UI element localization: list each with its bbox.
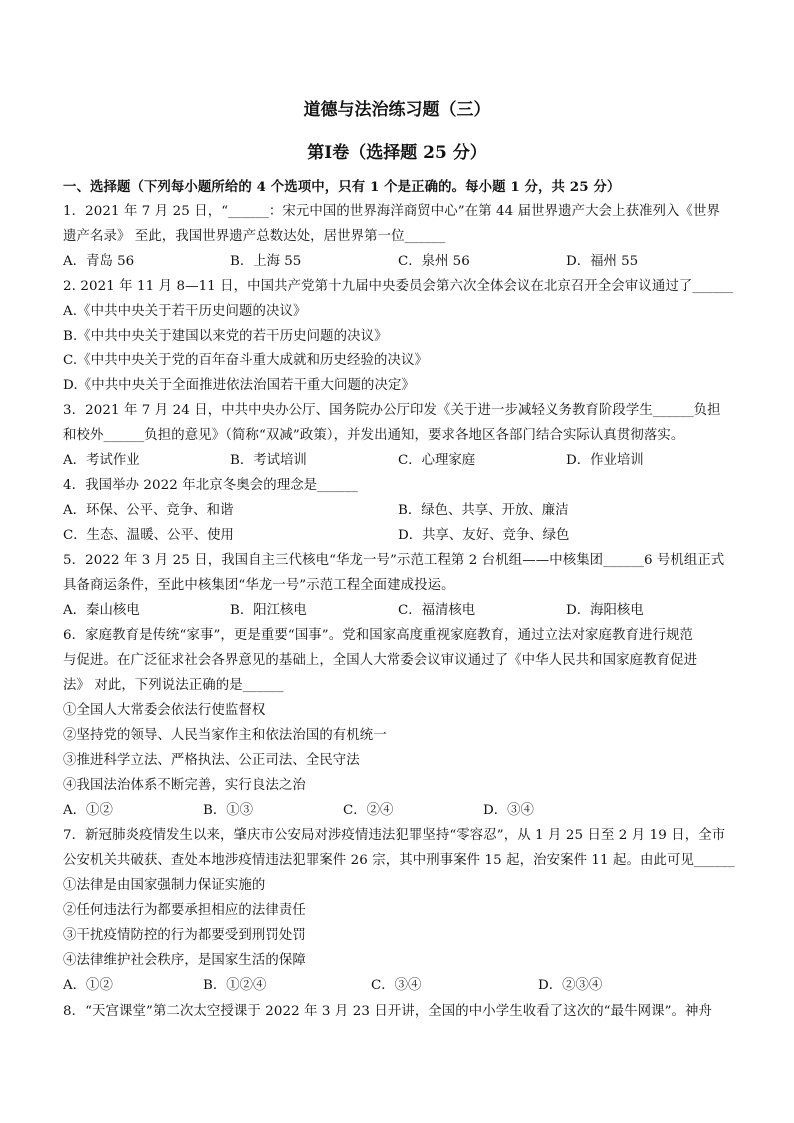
q6-statement-4: ④我国法治体系不断完善，实行良法之治 [63, 778, 306, 793]
question-5-line-1: 5．2022 年 3 月 25 日，我国自主三代核电“华龙一号”示范工程第 2 台机组——中核集团______6 号机组正式 [63, 553, 725, 568]
q3-option-b: B．考试培训 [230, 453, 307, 468]
question-2-line-1: 2. 2021 年 11 月 8—11 日，中国共产党第十九届中央委员会第六次全体会议在北京召开全会审议通过了______ [63, 279, 734, 294]
q5-option-b: B．阳江核电 [230, 603, 307, 618]
question-1-line-2: 遗产名录》 至此，我国世界遗产总数达处，居世界第一位______ [63, 229, 446, 244]
section-heading: 一、选择题（下列每小题所给的 4 个选项中，只有 1 个是正确的。每小题 1 分，共 25 分） [63, 179, 621, 195]
q3-option-c: C．心理家庭 [398, 453, 476, 468]
q4-option-b: B．绿色、共享、开放、廉洁 [398, 503, 569, 518]
q1-option-d: D．福州 55 [566, 254, 639, 269]
q2-option-d: D.《中共中央关于全面推进依法治国若干重大问题的决定》 [63, 378, 415, 393]
question-6-line-2: 与促进。在广泛征求社会各界意见的基础上，全国人大常委会议审议通过了《中华人民共和国家庭教育促进 [63, 653, 698, 668]
q6-option-b: B．①③ [203, 803, 254, 818]
question-5-line-2: 具备商运条件，至此中核集团“华龙一号”示范工程全面建成投运。 [63, 578, 455, 593]
q7-option-d: D．②③④ [538, 978, 603, 993]
q3-option-d: D．作业培训 [566, 453, 644, 468]
q2-option-c: C.《中共中央关于党的百年奋斗重大成就和历史经验的决议》 [63, 353, 428, 368]
q5-option-c: C．福清核电 [398, 603, 476, 618]
page-title: 道德与法治练习题（三） [303, 100, 491, 120]
question-3-line-1: 3．2021 年 7 月 24 日，中共中央办公厅、国务院办公厅印发《关于进一步减轻义务教育阶段学生______负担 [63, 403, 721, 418]
q3-option-a: A．考试作业 [63, 453, 140, 468]
q6-option-a: A．①② [63, 803, 113, 818]
question-8-line-1: 8．“天宫课堂”第二次太空授课于 2022 年 3 月 23 日开讲，全国的中小学生收看了这次的“最牛网课”。神舟 [63, 1004, 713, 1019]
q7-statement-2: ②任何违法行为都要承担相应的法律责任 [63, 903, 306, 918]
question-6-line-3: 法》 对此，下列说法正确的是______ [63, 678, 284, 693]
q1-option-a: A．青岛 56 [63, 254, 135, 269]
q4-option-a: A．环保、公平、竞争、和谐 [63, 503, 234, 518]
question-4-line-1: 4．我国举办 2022 年北京冬奥会的理念是______ [63, 478, 358, 493]
q6-option-d: D．③④ [483, 803, 534, 818]
q2-option-a: A.《中共中央关于若干历史问题的决议》 [63, 304, 307, 319]
q5-option-a: A．秦山核电 [63, 603, 140, 618]
q4-option-c: C．生态、温暖、公平、使用 [63, 528, 234, 543]
question-1-line-1: 1．2021 年 7 月 25 日，“______：宋元中国的世界海洋商贸中心”在第 44 届世界遗产大会上获准列入《世界 [63, 204, 721, 219]
q6-statement-3: ③推进科学立法、严格执法、公正司法、全民守法 [63, 753, 360, 768]
q7-option-c: C．③④ [371, 978, 422, 993]
question-7-line-1: 7．新冠肺炎疫情发生以来，肇庆市公安局对涉疫情违法犯罪坚持“零容忍”，从 1 月 25 日至 2 月 19 日，全市 [63, 828, 726, 843]
q7-option-a: A．①② [63, 978, 113, 993]
q2-option-b: B.《中共中央关于建国以来党的若干历史问题的决议》 [63, 329, 388, 344]
section-title: 第Ⅰ卷（选择题 25 分） [307, 143, 487, 163]
q5-option-d: D．海阳核电 [566, 603, 644, 618]
q4-option-d: D．共享、友好、竞争、绿色 [398, 528, 570, 543]
q7-statement-4: ④法律维护社会秩序，是国家生活的保障 [63, 953, 306, 968]
q1-option-b: B．上海 55 [230, 254, 302, 269]
q7-statement-3: ③干扰疫情防控的行为都要受到刑罚处罚 [63, 928, 306, 943]
question-6-line-1: 6．家庭教育是传统“家事”，更是重要“国事”。党和国家高度重视家庭教育，通过立法对家庭教育进行规范 [63, 628, 693, 643]
q1-option-c: C．泉州 56 [398, 254, 470, 269]
q7-statement-1: ①法律是由国家强制力保证实施的 [63, 878, 266, 893]
question-3-line-2: 和校外______负担的意见》（简称“双减”政策），并发出通知，要求各地区各部门结合实际认真贯彻落实。 [63, 428, 685, 443]
q7-option-b: B．①②④ [203, 978, 267, 993]
q6-option-c: C．②④ [343, 803, 394, 818]
question-7-line-2: 公安机关共破获、查处本地涉疫情违法犯罪案件 26 宗，其中刑事案件 15 起，治安案件 11 起。由此可见______ [63, 853, 735, 868]
q6-statement-2: ②坚持党的领导、人民当家作主和依法治国的有机统一 [63, 728, 387, 743]
q6-statement-1: ①全国人大常委会依法行使监督权 [63, 703, 266, 718]
